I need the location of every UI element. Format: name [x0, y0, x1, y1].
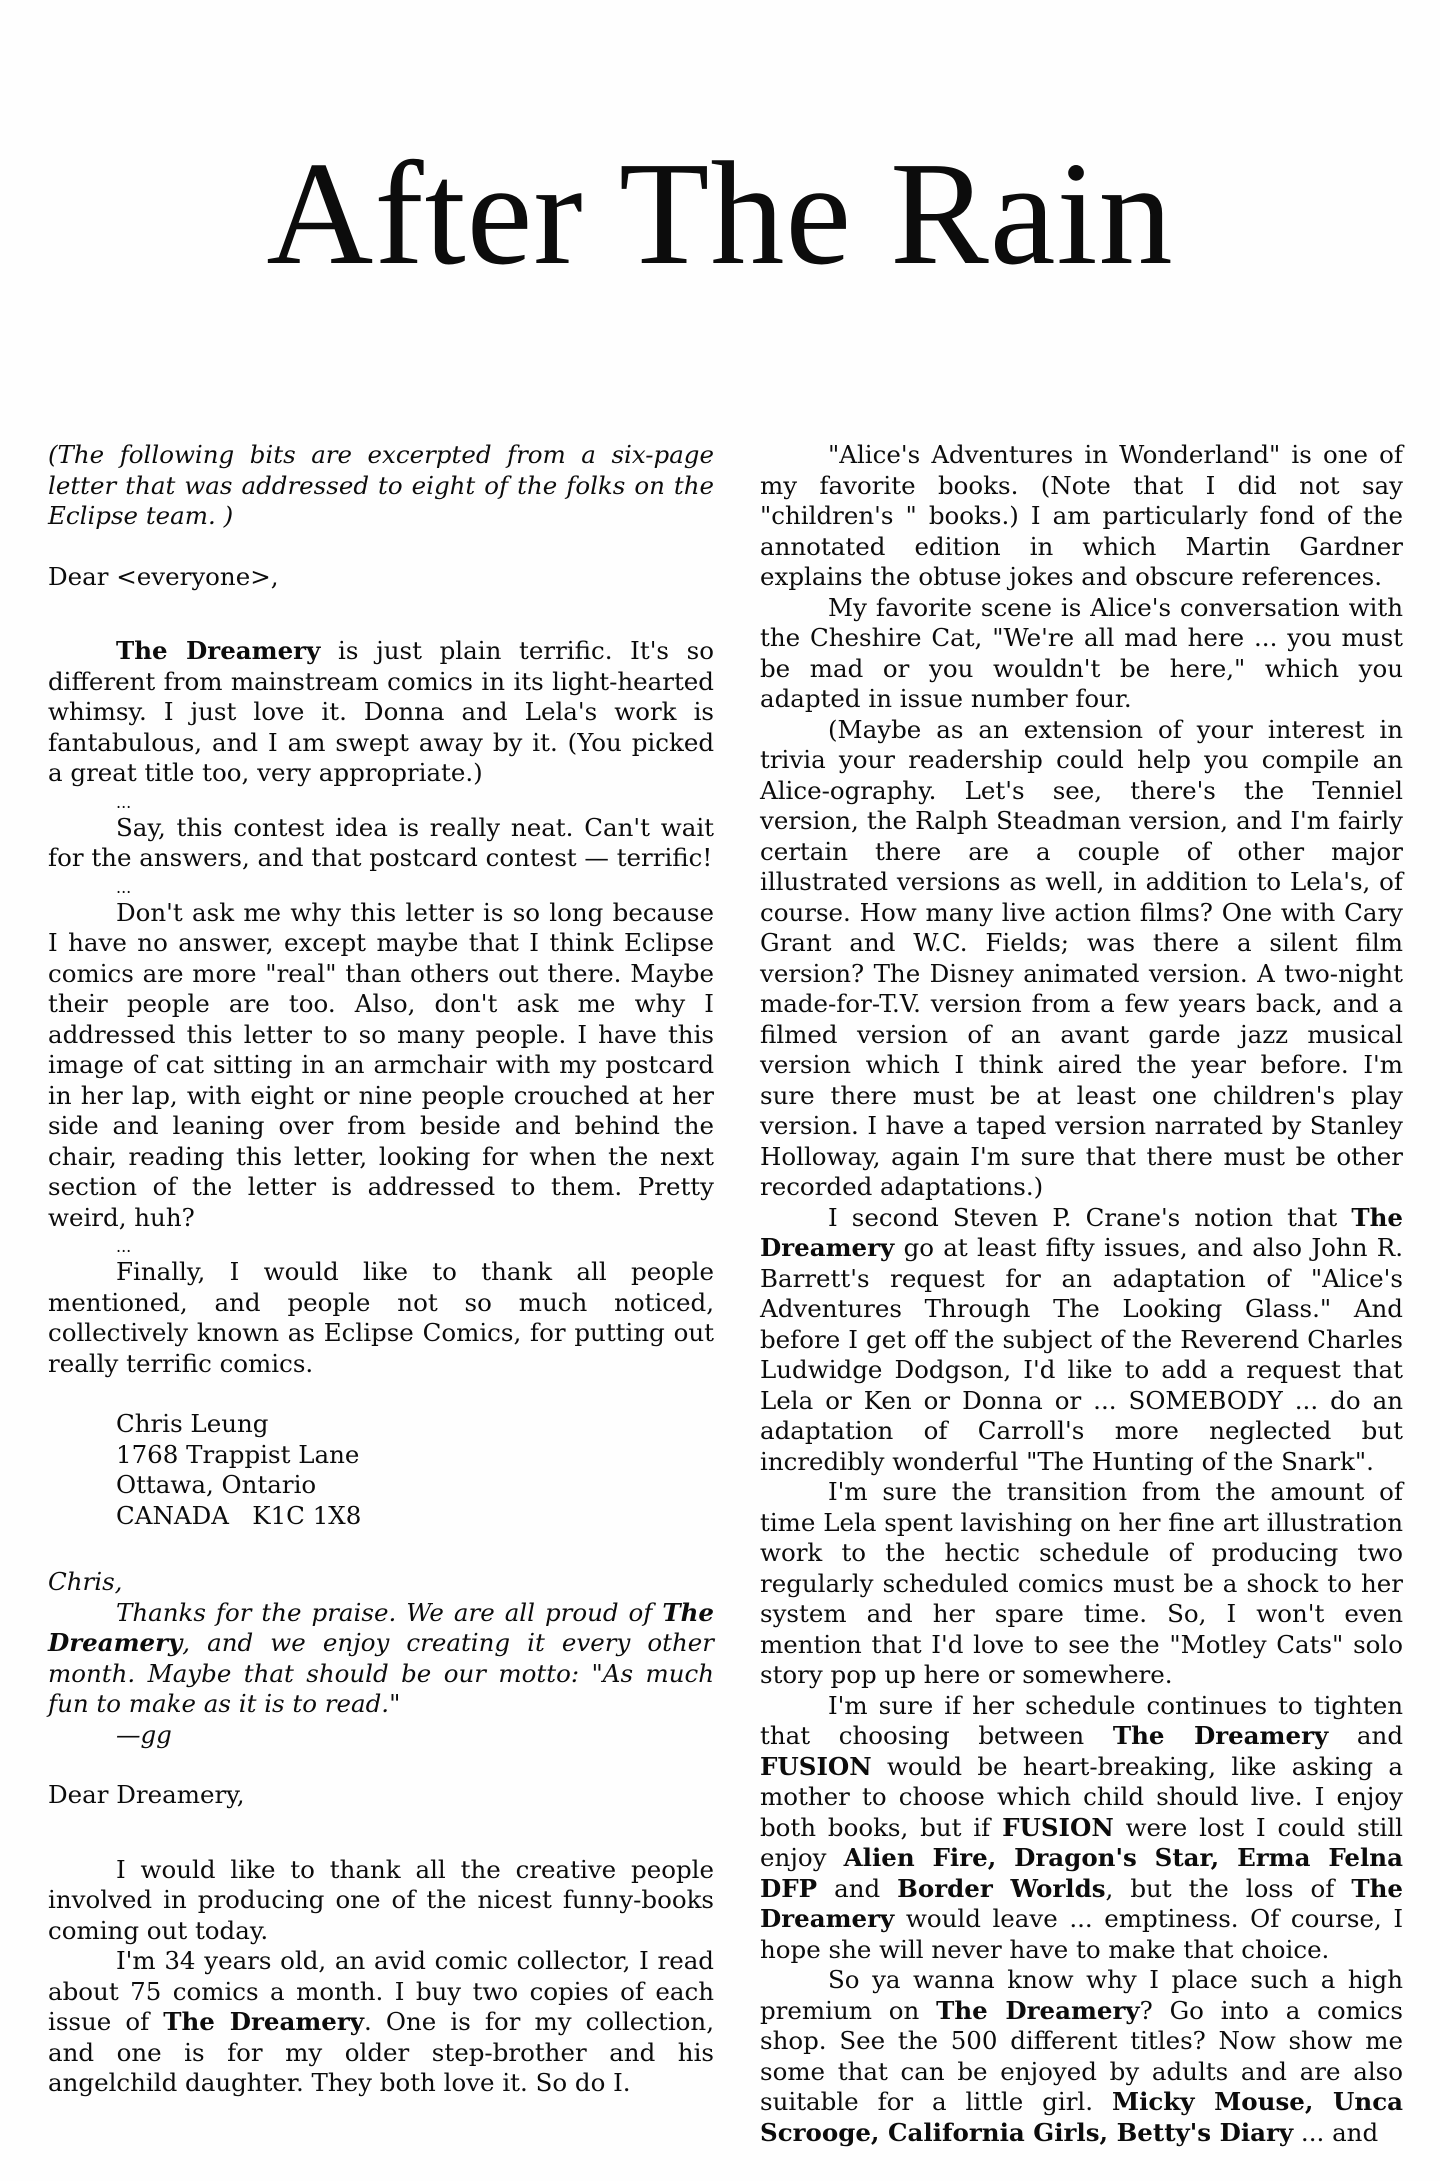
- title-reference: Border Worlds: [897, 1873, 1106, 1903]
- letter-paragraph: I'm sure if her schedule continues to tighten that choosing between The Dreamery and FUSION would be heart-breaking, like asking a mother to choose which child should live. I enjoy both books, but if FUSION were lost I could still enjoy Alien Fire, Dragon's Star, Erma Felna DFP and Border Worlds, but the loss of The Dreamery would leave ... emptiness. Of course, I hope she will never have to make that choice.: [760, 1690, 1404, 1964]
- title-reference: Alien Fire, Dragon's Star, Erma Felna DFP: [760, 1843, 1403, 1903]
- signature-country: CANADA K1C 1X8: [116, 1500, 362, 1530]
- page-title: After The Rain: [266, 132, 1174, 296]
- reply-salutation: Chris,: [48, 1567, 123, 1596]
- letter-paragraph: Finally, I would like to thank all people mentioned, and people not so much noticed, collectively known as Eclipse Comics, for putting out really terrific comics.: [48, 1257, 714, 1378]
- ellipsis-separator: ...: [116, 877, 132, 897]
- ellipsis-separator: ...: [116, 1237, 132, 1256]
- title-reference: The Dreamery: [48, 1597, 714, 1657]
- signature-block: [116, 1409, 714, 1531]
- letter-paragraph: So ya wanna know why I place such a high premium on The Dreamery? Go into a comics shop. See the 500 different titles? Now show me some that can be enjoyed by adults and are also suitable for a little girl. Micky Mouse, Unca Scrooge, California Girls, Betty's Diary ... and: [760, 1965, 1403, 2147]
- letter-paragraph: I second Steven P. Crane's notion that The Dreamery go at least fifty issues, and also John R. Barrett's request for an adaptation of "Alice's Adventures Through The Looking Glass." And before I get off the subject of the Reverend Charles Ludwidge Dodgson, I'd like to add a request that Lela or Ken or Donna or ... SOMEBODY ... do an adaptation of Carroll's more neglected but incredibly wonderful "The Hunting of the Snark".: [760, 1202, 1403, 1476]
- letter-paragraph: "Alice's Adventures in Wonderland" is one of my favorite books. (Note that I did not say "children's " books.) I am particularly fond of the annotated edition in which Martin Gardner explains the obtuse jokes and obscure references.: [760, 440, 1403, 591]
- letter-paragraph: I would like to thank all the creative people involved in producing one of the nicest funny-books coming out today.: [48, 1854, 714, 1945]
- title-reference: The Dreamery: [760, 1873, 1403, 1933]
- letter-paragraph: Don't ask me why this letter is so long because I have no answer, except maybe that I think Eclipse comics are more "real" than others out there. Maybe their people are too. Also, don't ask me why I addressed this letter to so many people. I have this image of cat sitting in an armchair with my postcard in her lap, with eight or nine people crouched at her side and leaning over from beside and behind the chair, reading this letter, looking for when the next section of the letter is addressed to them. Pretty weird, huh?: [48, 897, 714, 1232]
- title-reference: The Dreamery: [163, 2007, 365, 2036]
- right-column: [760, 440, 1403, 2148]
- signature-name: Chris Leung: [116, 1409, 269, 1438]
- editor-reply: Thanks for the praise. We are all proud of The Dreamery, and we enjoy creating it every other month. Maybe that should be our motto: "As much fun to make as it is to read.": [48, 1597, 714, 1718]
- salutation-dreamery: Dear Dreamery,: [48, 1780, 245, 1809]
- title-reference: Micky Mouse, Unca Scrooge, California Girls, Betty's Diary: [760, 2087, 1403, 2147]
- title-reference: The Dreamery: [936, 1995, 1140, 2025]
- title-reference: The Dreamery: [116, 636, 321, 665]
- letter-paragraph: (Maybe as an extension of your interest in trivia your readership could help you compile an Alice-ography. Let's see, there's the Tenniel version, the Ralph Steadman version, and I'm fairly certain there are a couple of other major illustrated versions as well, in addition to Lela's, of course. How many live action films? One with Cary Grant and W.C. Fields; was there a silent film version? The Disney animated version. A two-night made-for-T.V. version from a few years back, and a filmed version of an avant garde jazz musical version which I think aired the year before. I'm sure there must be at least one children's play version. I have a taped version narrated by Stanley Holloway, again I'm sure that there must be other recorded adaptations.): [760, 714, 1403, 1201]
- signature-street: 1768 Trappist Lane: [116, 1439, 360, 1469]
- letter-paragraph: I'm sure the transition from the amount of time Lela spent lavishing on her fine art illustration work to the hectic schedule of producing two regularly scheduled comics must be a shock to her system and her spare time. So, I won't even mention that I'd love to see the "Motley Cats" solo story pop up here or somewhere.: [760, 1477, 1403, 1689]
- title-reference: FUSION: [1002, 1812, 1114, 1842]
- ellipsis-separator: ...: [116, 792, 132, 812]
- signature-city: Ottawa, Ontario: [116, 1470, 317, 1499]
- letter-paragraph: The Dreamery is just plain terrific. It's so different from mainstream comics in its light-hearted whimsy. I just love it. Donna and Lela's work is fantabulous, and I am swept away by it. (You picked a great title too, very appropriate.): [48, 636, 715, 787]
- salutation-everyone: Dear <everyone>,: [48, 561, 279, 591]
- title-reference: The Dreamery: [1112, 1721, 1329, 1750]
- editor-signature: —gg: [116, 1719, 172, 1749]
- title-reference: FUSION: [760, 1751, 872, 1781]
- letter-paragraph: My favorite scene is Alice's conversation with the Cheshire Cat, "We're all mad here ... you must be mad or you wouldn't be here," which you adapted in issue number four.: [760, 592, 1403, 713]
- letter-paragraph: Say, this contest idea is really neat. Can't wait for the answers, and that postcard contest — terrific!: [48, 812, 714, 872]
- letter-paragraph: I'm 34 years old, an avid comic collector, I read about 75 comics a month. I buy two copies of each issue of The Dreamery. One is for my collection, and one is for my older step-brother and his angelchild daughter. They both love it. So do I.: [48, 1946, 715, 2097]
- title-reference: The Dreamery: [760, 1202, 1403, 1262]
- left-column: [48, 440, 714, 2099]
- intro-note: (The following bits are excerpted from a six-page letter that was addressed to eight of the folks on the Eclipse team. ): [48, 440, 714, 530]
